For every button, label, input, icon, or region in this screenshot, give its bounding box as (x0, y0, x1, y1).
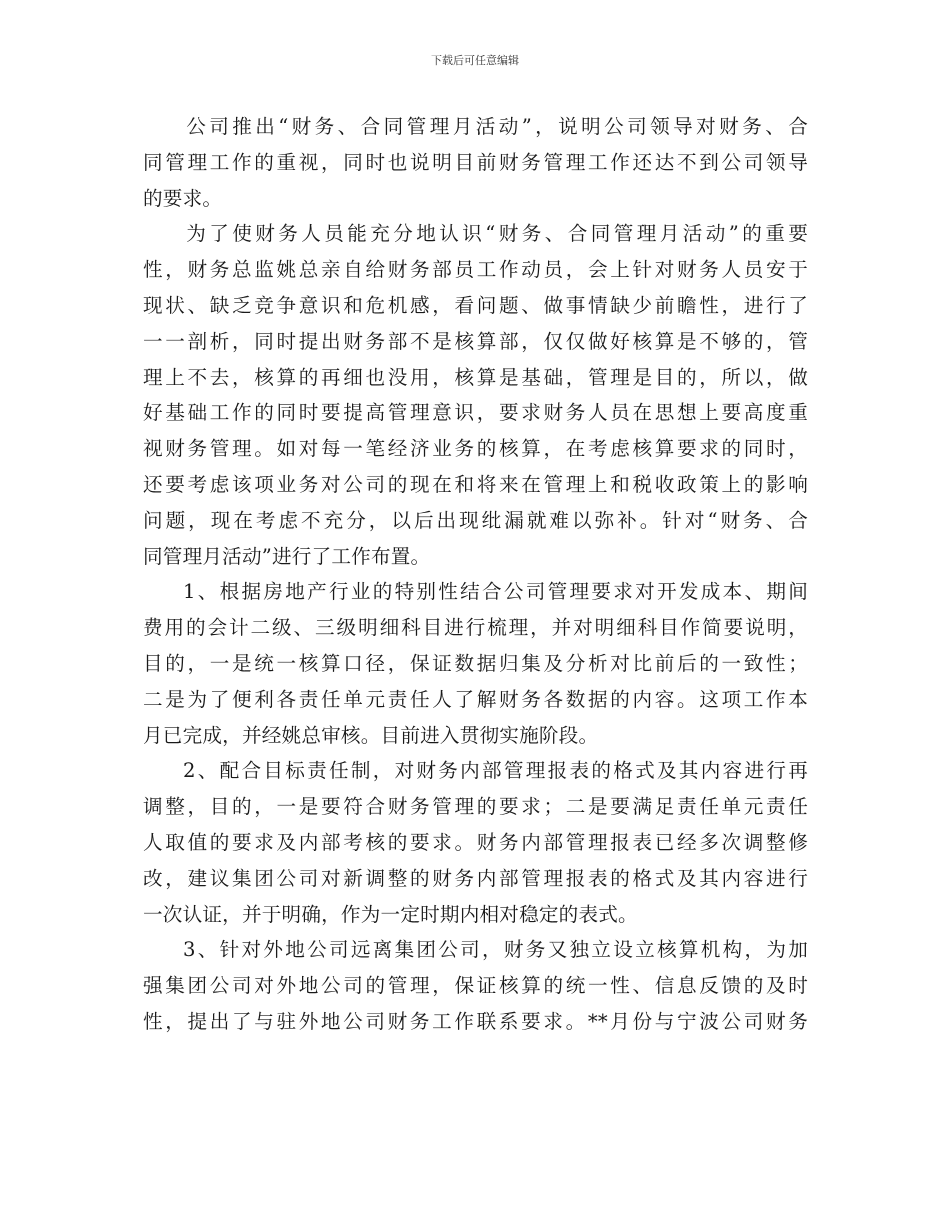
text-line: 公司推出“财务、合同管理月活动”，说明公司领导对财务、合 (183, 115, 808, 138)
text-line: 强集团公司对外地公司的管理，保证核算的统一性、信息反馈的及时 (143, 974, 808, 998)
text-line: 性，提出了与驻外地公司财务工作联系要求。**月份与宁波公司财务 (143, 1009, 808, 1033)
paragraph-1 (143, 109, 808, 216)
text-line: 现状、缺乏竞争意识和危机感，看问题、做事情缺少前瞻性，进行了 (143, 293, 808, 317)
paragraph-3 (143, 574, 808, 753)
paragraph-5 (143, 932, 808, 1039)
text-line: 人取值的要求及内部考核的要求。财务内部管理报表已经多次调整修 (143, 830, 808, 854)
text-line: 的要求。 (143, 186, 223, 210)
text-line: 3、针对外地公司远离集团公司，财务又独立设立核算机构，为加 (183, 938, 808, 962)
text-line: 为了使财务人员能充分地认识“财务、合同管理月活动”的重要 (183, 222, 808, 246)
text-line: 改，建议集团公司对新调整的财务内部管理报表的格式及其内容进行 (143, 866, 808, 890)
text-line: 一次认证，并于明确，作为一定时期内相对稳定的表式。 (143, 902, 638, 926)
text-line: 同管理月活动”进行了工作布置。 (143, 544, 431, 568)
text-line: 视财务管理。如对每一笔经济业务的核算，在考虑核算要求的同时， (143, 437, 808, 461)
document-body (143, 109, 808, 1040)
text-line: 同管理工作的重视，同时也说明目前财务管理工作还达不到公司领导 (143, 150, 808, 174)
text-line: 费用的会计二级、三级明细科目进行梳理，并对明细科目作简要说明， (143, 616, 808, 640)
text-line: 2、配合目标责任制，对财务内部管理报表的格式及其内容进行再 (183, 759, 808, 783)
paragraph-4 (143, 753, 808, 932)
text-line: 还要考虑该项业务对公司的现在和将来在管理上和税收政策上的影响 (143, 472, 808, 496)
page-header-note: 下载后可任意编辑 (431, 54, 519, 67)
paragraph-2 (143, 216, 808, 574)
text-line: 理上不去，核算的再细也没用，核算是基础，管理是目的，所以，做 (143, 365, 808, 389)
text-line: 二是为了便利各责任单元责任人了解财务各数据的内容。这项工作本 (143, 687, 808, 711)
text-line: 月已完成，并经姚总审核。目前进入贯彻实施阶段。 (143, 723, 599, 747)
text-line: 1、根据房地产行业的特别性结合公司管理要求对开发成本、期间 (183, 580, 808, 604)
text-line: 目的，一是统一核算口径，保证数据归集及分析对比前后的一致性； (143, 651, 808, 675)
text-line: 好基础工作的同时要提高管理意识，要求财务人员在思想上要高度重 (143, 401, 808, 425)
text-line: 调整，目的，一是要符合财务管理的要求；二是要满足责任单元责任 (143, 795, 808, 819)
text-line: 一一剖析，同时提出财务部不是核算部，仅仅做好核算是不够的，管 (143, 329, 808, 353)
text-line: 问题，现在考虑不充分，以后出现纰漏就难以弥补。针对“财务、合 (143, 508, 808, 532)
text-line: 性，财务总监姚总亲自给财务部员工作动员，会上针对财务人员安于 (143, 258, 808, 282)
